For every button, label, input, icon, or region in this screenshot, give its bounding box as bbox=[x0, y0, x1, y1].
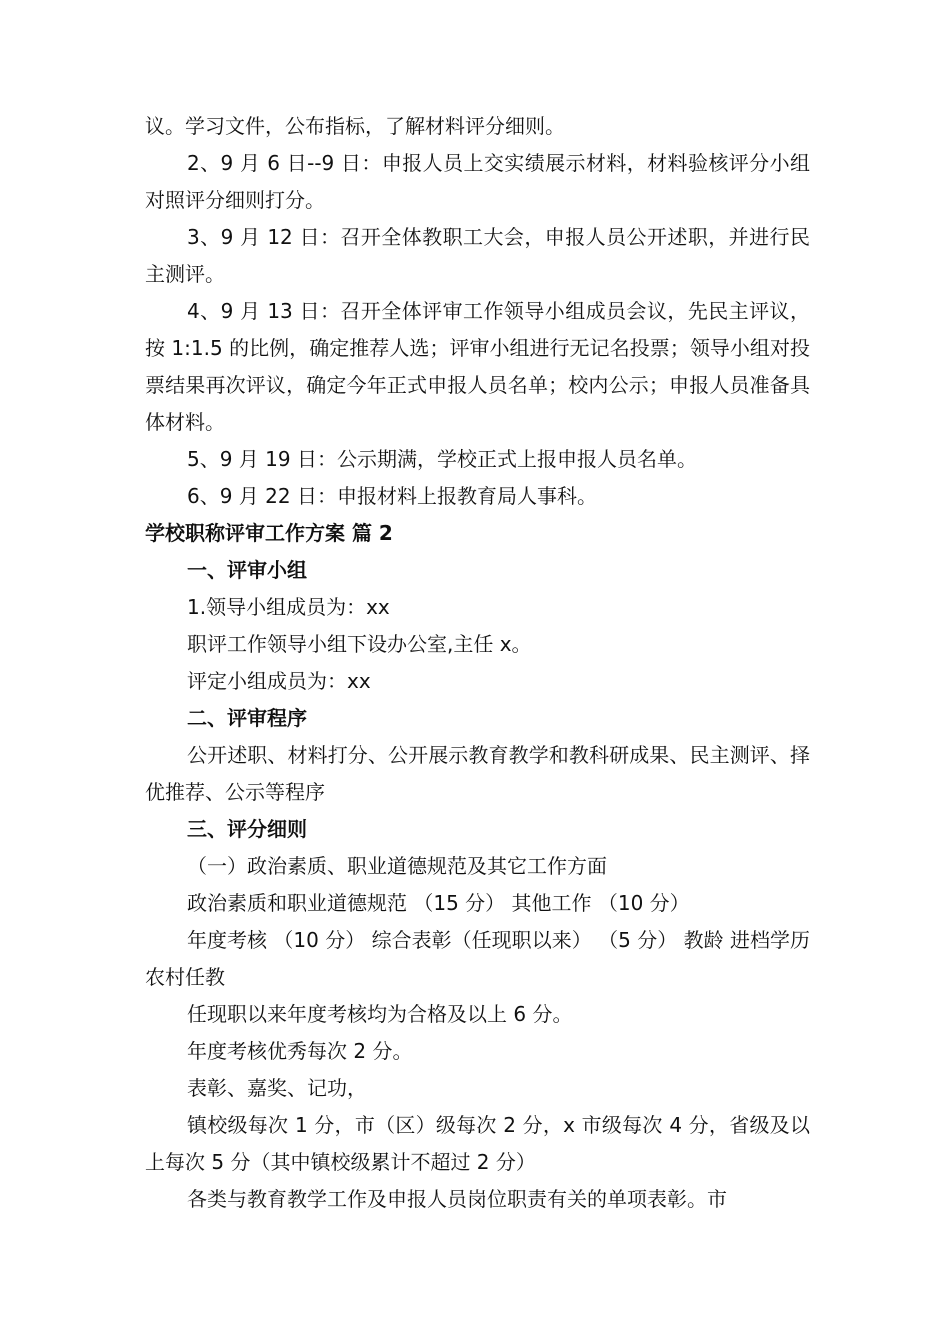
schedule-item-3: 3、9 月 12 日：召开全体教职工大会，申报人员公开述职，并进行民主测评。 bbox=[145, 225, 810, 286]
schedule-item-4: 4、9 月 13 日：召开全体评审工作领导小组成员会议，先民主评议，按 1:1.5 的比例，确定推荐人选；评审小组进行无记名投票；领导小组对投票结果再次评议，确定今年正式申报人员名单；校内公示；申报人员准备具体材料。 bbox=[145, 299, 810, 434]
paragraph-continuation: 议。学习文件，公布指标，了解材料评分细则。 bbox=[145, 114, 565, 138]
paragraph-office: 职评工作领导小组下设办公室,主任 x。 bbox=[187, 632, 532, 656]
heading-scoring-rules: 三、评分细则 bbox=[187, 817, 307, 841]
paragraph-scores-2: 年度考核 （10 分） 综合表彰（任现职以来） （5 分） 教龄 进档学历 农村任教 bbox=[145, 928, 810, 989]
paragraph-annual-assessment: 任现职以来年度考核均为合格及以上 6 分。 bbox=[187, 1002, 573, 1026]
paragraph-leader-group: 1.领导小组成员为：xx bbox=[187, 595, 390, 619]
paragraph-awards: 表彰、嘉奖、记功， bbox=[187, 1076, 367, 1100]
schedule-item-6: 6、9 月 22 日：申报材料上报教育局人事科。 bbox=[187, 484, 597, 508]
schedule-item-2: 2、9 月 6 日--9 日：申报人员上交实绩展示材料，材料验核评分小组对照评分细则打分。 bbox=[145, 151, 810, 212]
paragraph-political-quality: （一）政治素质、职业道德规范及其它工作方面 bbox=[187, 854, 607, 878]
paragraph-award-levels: 镇校级每次 1 分，市（区）级每次 2 分，x 市级每次 4 分，省级及以上每次 5 分（其中镇校级累计不超过 2 分） bbox=[145, 1113, 810, 1174]
schedule-item-5: 5、9 月 19 日：公示期满，学校正式上报申报人员名单。 bbox=[187, 447, 697, 471]
paragraph-evaluation-group: 评定小组成员为：xx bbox=[187, 669, 371, 693]
heading-review-procedure: 二、评审程序 bbox=[187, 706, 307, 730]
paragraph-single-awards: 各类与教育教学工作及申报人员岗位职责有关的单项表彰。市 bbox=[187, 1187, 727, 1211]
document-page bbox=[145, 108, 810, 1218]
paragraph-excellent: 年度考核优秀每次 2 分。 bbox=[187, 1039, 413, 1063]
paragraph-scores-1: 政治素质和职业道德规范 （15 分） 其他工作 （10 分） bbox=[187, 891, 690, 915]
heading-review-group: 一、评审小组 bbox=[187, 558, 307, 582]
section-title: 学校职称评审工作方案 篇 2 bbox=[145, 521, 393, 545]
paragraph-procedure: 公开述职、材料打分、公开展示教育教学和教科研成果、民主测评、择优推荐、公示等程序 bbox=[145, 743, 810, 804]
